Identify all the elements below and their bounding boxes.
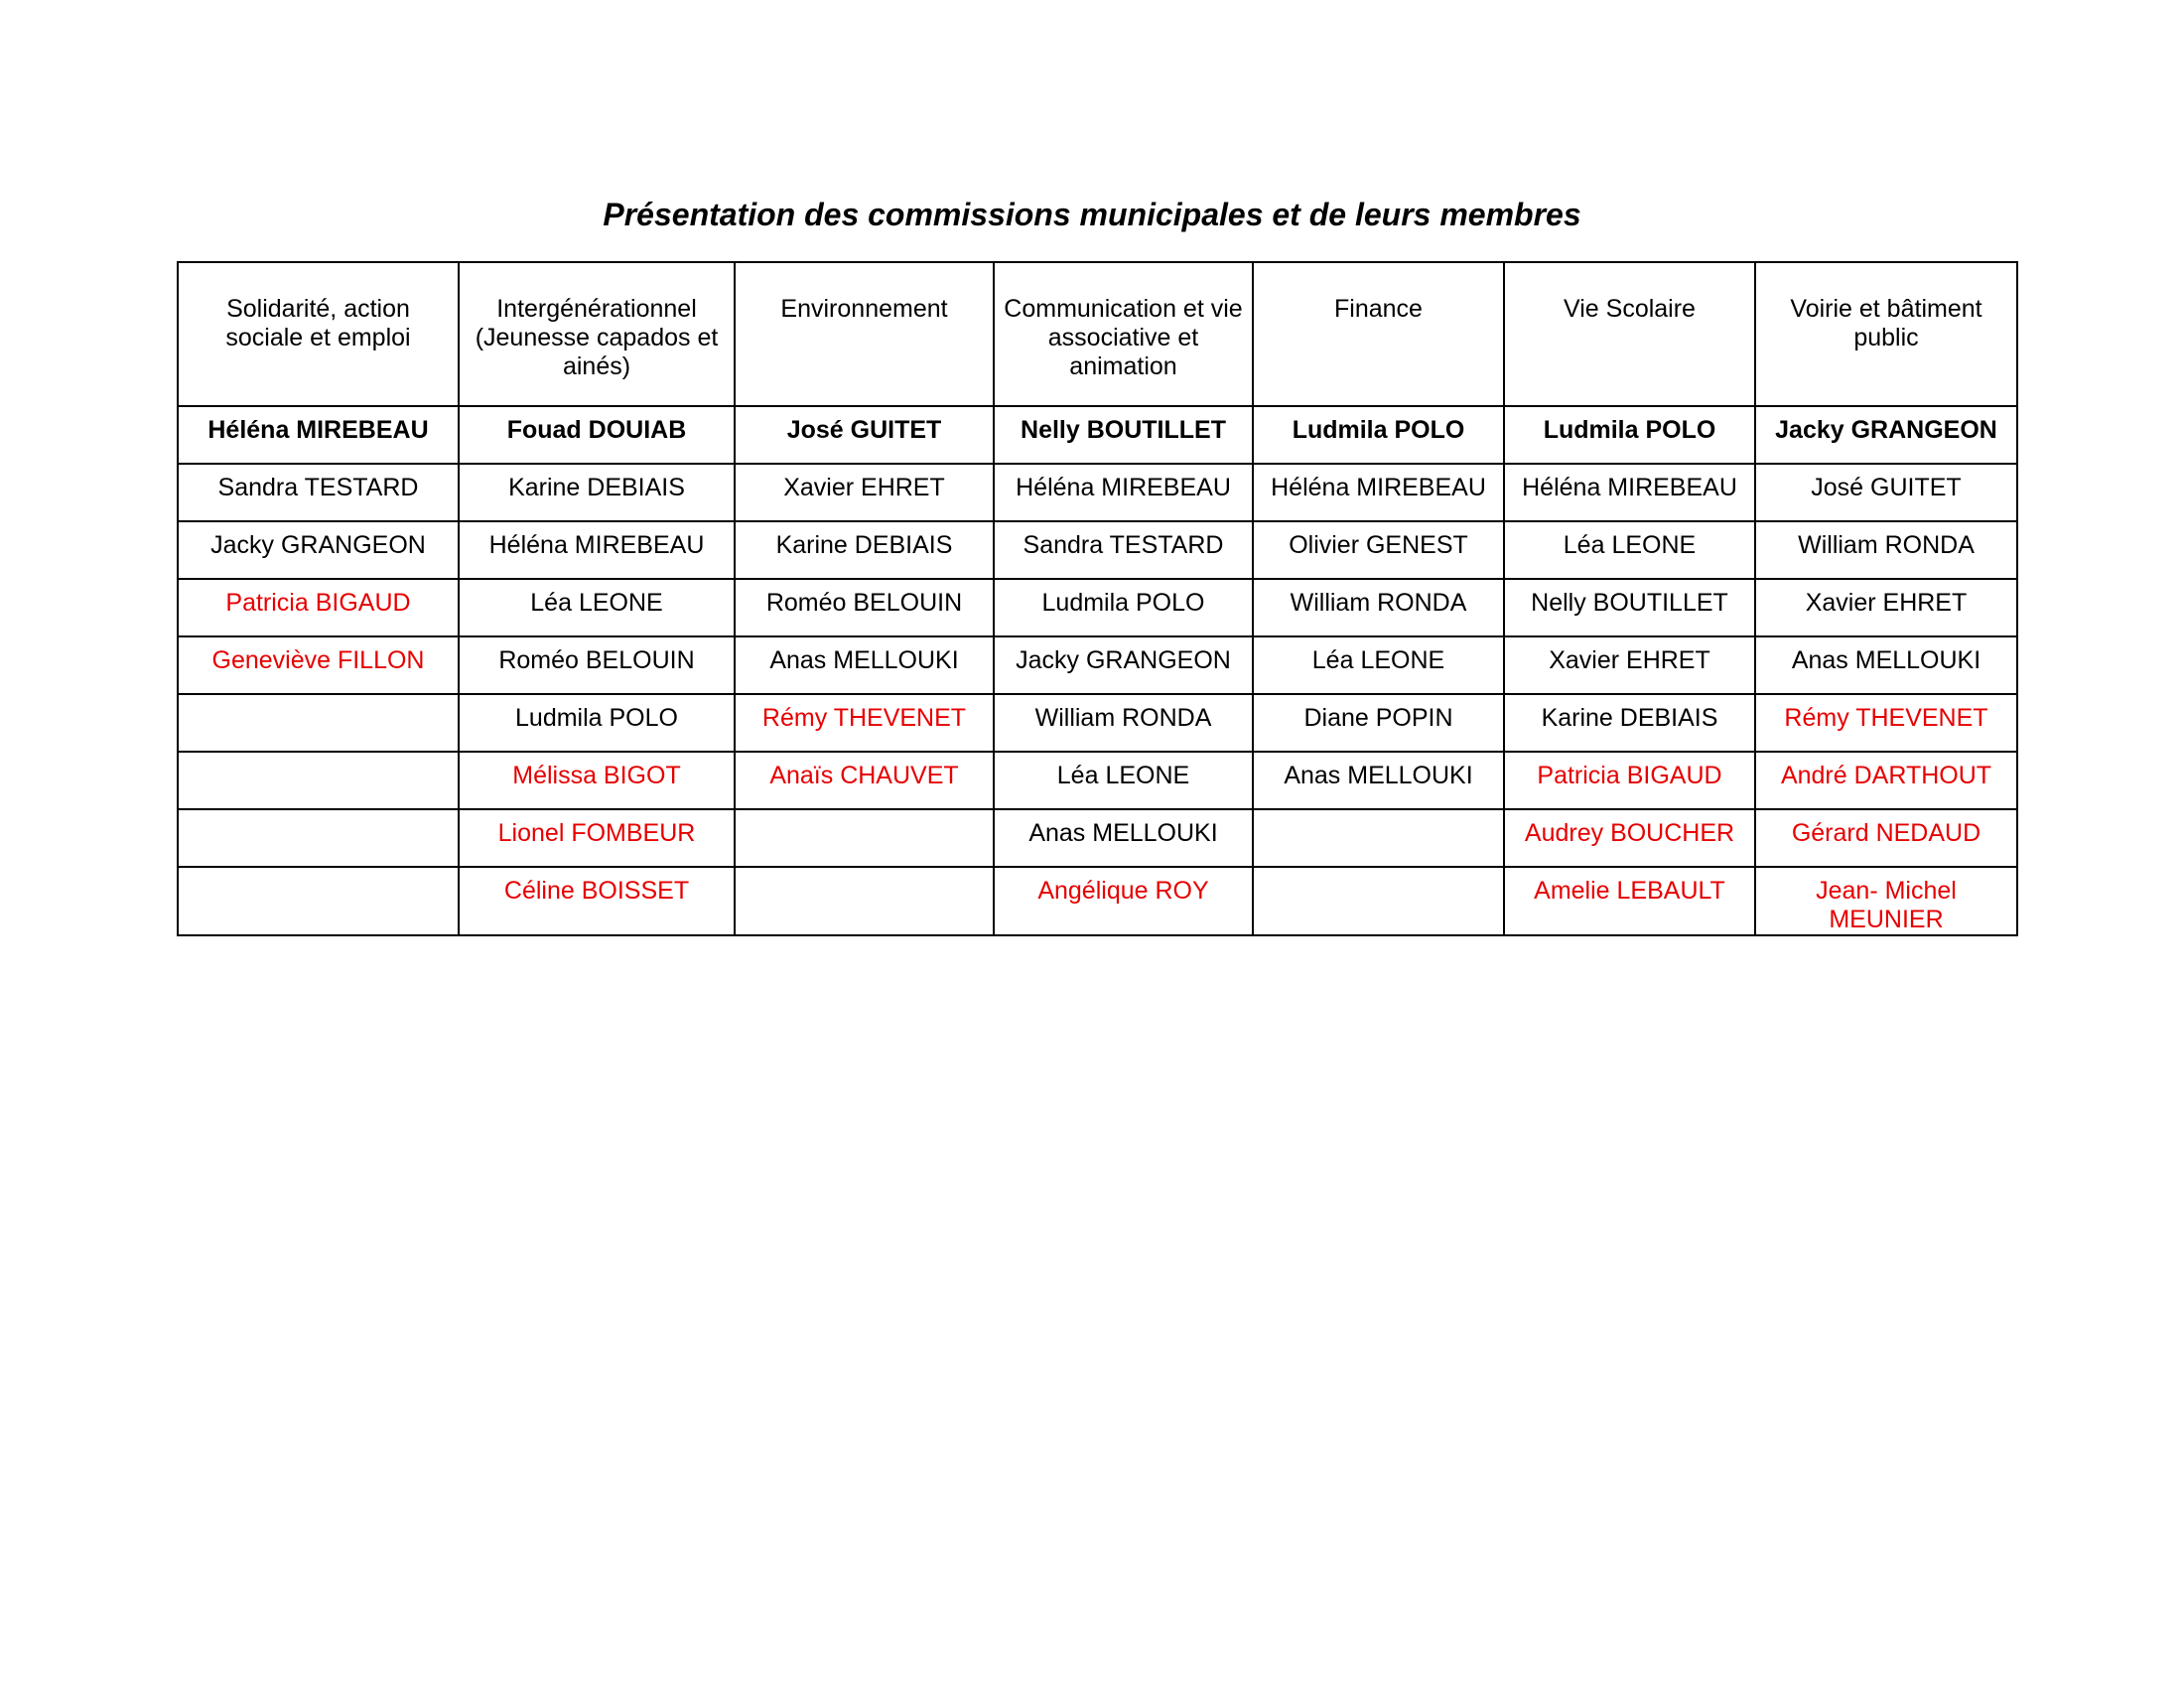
header-cell: Communication et vie associative et animation <box>994 262 1253 406</box>
header-cell: Vie Scolaire <box>1504 262 1755 406</box>
member-cell: André DARTHOUT <box>1755 752 2017 809</box>
member-cell: Gérard NEDAUD <box>1755 809 2017 867</box>
member-cell: Audrey BOUCHER <box>1504 809 1755 867</box>
table-row <box>178 464 2017 521</box>
header-cell: Voirie et bâtiment public <box>1755 262 2017 406</box>
member-cell: Geneviève FILLON <box>178 636 459 694</box>
member-cell: Olivier GENEST <box>1253 521 1504 579</box>
member-cell: Anas MELLOUKI <box>994 809 1253 867</box>
member-cell <box>178 694 459 752</box>
member-cell: Léa LEONE <box>459 579 735 636</box>
president-cell: Nelly BOUTILLET <box>994 406 1253 464</box>
member-cell: Anaïs CHAUVET <box>735 752 994 809</box>
member-cell: William RONDA <box>1755 521 2017 579</box>
member-cell: Xavier EHRET <box>735 464 994 521</box>
member-cell <box>1253 809 1504 867</box>
president-cell: José GUITET <box>735 406 994 464</box>
president-cell: Fouad DOUIAB <box>459 406 735 464</box>
table-row <box>178 867 2017 935</box>
member-cell: Amelie LEBAULT <box>1504 867 1755 935</box>
member-cell: Karine DEBIAIS <box>735 521 994 579</box>
member-cell: Rémy THEVENET <box>735 694 994 752</box>
table-row <box>178 694 2017 752</box>
president-cell: Jacky GRANGEON <box>1755 406 2017 464</box>
member-cell: Xavier EHRET <box>1755 579 2017 636</box>
header-cell: Environnement <box>735 262 994 406</box>
member-cell: Anas MELLOUKI <box>735 636 994 694</box>
member-cell: Ludmila POLO <box>994 579 1253 636</box>
member-cell: William RONDA <box>994 694 1253 752</box>
member-cell: Léa LEONE <box>1504 521 1755 579</box>
president-cell: Ludmila POLO <box>1504 406 1755 464</box>
member-cell <box>178 809 459 867</box>
member-cell: Lionel FOMBEUR <box>459 809 735 867</box>
member-cell: Léa LEONE <box>1253 636 1504 694</box>
table-row <box>178 752 2017 809</box>
member-cell: Jacky GRANGEON <box>178 521 459 579</box>
header-cell: Finance <box>1253 262 1504 406</box>
member-cell: Sandra TESTARD <box>178 464 459 521</box>
table-row <box>178 636 2017 694</box>
member-cell: Mélissa BIGOT <box>459 752 735 809</box>
member-cell: Anas MELLOUKI <box>1253 752 1504 809</box>
member-cell: Nelly BOUTILLET <box>1504 579 1755 636</box>
president-cell: Héléna MIREBEAU <box>178 406 459 464</box>
header-cell: Solidarité, action sociale et emploi <box>178 262 459 406</box>
member-cell: Anas MELLOUKI <box>1755 636 2017 694</box>
table-row <box>178 809 2017 867</box>
page-title: Présentation des commissions municipales et de leurs membres <box>603 197 1581 232</box>
member-cell: Roméo BELOUIN <box>735 579 994 636</box>
member-cell: José GUITET <box>1755 464 2017 521</box>
member-cell: Karine DEBIAIS <box>1504 694 1755 752</box>
member-cell: Angélique ROY <box>994 867 1253 935</box>
member-cell <box>735 867 994 935</box>
member-cell: Jacky GRANGEON <box>994 636 1253 694</box>
member-cell <box>178 867 459 935</box>
member-cell <box>735 809 994 867</box>
member-cell: William RONDA <box>1253 579 1504 636</box>
header-row <box>178 262 2017 406</box>
member-cell: Jean- Michel MEUNIER <box>1755 867 2017 935</box>
member-cell: Héléna MIREBEAU <box>1253 464 1504 521</box>
header-cell: Intergénérationnel (Jeunesse capados et ainés) <box>459 262 735 406</box>
table-row <box>178 579 2017 636</box>
table-row <box>178 406 2017 464</box>
member-cell: Héléna MIREBEAU <box>1504 464 1755 521</box>
member-cell: Xavier EHRET <box>1504 636 1755 694</box>
president-cell: Ludmila POLO <box>1253 406 1504 464</box>
member-cell: Roméo BELOUIN <box>459 636 735 694</box>
member-cell: Patricia BIGAUD <box>178 579 459 636</box>
member-cell: Rémy THEVENET <box>1755 694 2017 752</box>
member-cell: Patricia BIGAUD <box>1504 752 1755 809</box>
table-row <box>178 521 2017 579</box>
member-cell <box>1253 867 1504 935</box>
member-cell: Sandra TESTARD <box>994 521 1253 579</box>
commissions-table <box>177 261 2018 936</box>
member-cell: Diane POPIN <box>1253 694 1504 752</box>
member-cell: Héléna MIREBEAU <box>459 521 735 579</box>
member-cell <box>178 752 459 809</box>
member-cell: Ludmila POLO <box>459 694 735 752</box>
member-cell: Héléna MIREBEAU <box>994 464 1253 521</box>
member-cell: Karine DEBIAIS <box>459 464 735 521</box>
member-cell: Céline BOISSET <box>459 867 735 935</box>
member-cell: Léa LEONE <box>994 752 1253 809</box>
